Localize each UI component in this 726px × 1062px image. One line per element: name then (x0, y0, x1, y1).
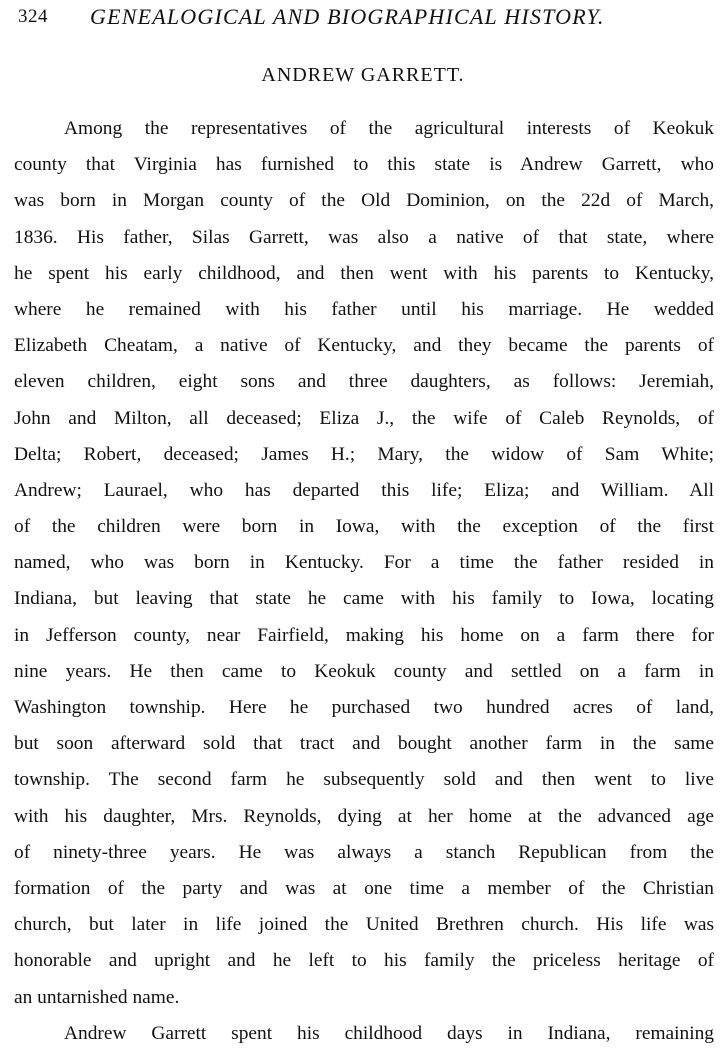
text-line: he spent his early childhood, and then went with his parents to Kentucky, (14, 262, 714, 284)
text-line: Among the representatives of the agricultural interests of Keokuk (64, 118, 714, 139)
running-head (18, 4, 668, 32)
text-line: in Jefferson county, near Fairfield, making his home on a farm there for (14, 624, 714, 646)
text-line: township. The second farm he subsequently sold and then went to live (14, 769, 714, 791)
text-line: nine years. He then came to Keokuk county and settled on a farm in (14, 660, 714, 682)
article-title: ANDREW GARRETT. (261, 64, 465, 86)
text-line: church, but later in life joined the United Brethren church. His life was (14, 914, 714, 936)
running-title: GENEALOGICAL AND BIOGRAPHICAL HISTORY. (90, 4, 605, 29)
text-line: Indiana, but leaving that state he came with his family to Iowa, locating (14, 588, 714, 610)
text-line: was born in Morgan county of the Old Dominion, on the 22d of March, (14, 190, 714, 212)
text-line: 1836. His father, Silas Garrett, was also a native of that state, where (14, 226, 714, 248)
paragraph (14, 111, 714, 1016)
text-line: eleven children, eight sons and three daughters, as follows: Jeremiah, (14, 371, 714, 393)
text-line: with his daughter, Mrs. Reynolds, dying at her home at the advanced age (14, 805, 714, 827)
text-line: of ninety-three years. He was always a stanch Republican from the (14, 841, 714, 863)
paragraph (14, 1016, 714, 1052)
text-line: John and Milton, all deceased; Eliza J., the wife of Caleb Reynolds, of (14, 407, 714, 429)
text-line: Elizabeth Cheatam, a native of Kentucky, and they became the parents of (14, 335, 714, 357)
text-line: formation of the party and was at one time a member of the Christian (14, 877, 714, 899)
text-line: of the children were born in Iowa, with the exception of the first (14, 516, 714, 538)
text-line: but soon afterward sold that tract and bought another farm in the same (14, 733, 714, 755)
article-body (14, 111, 714, 1052)
text-line: named, who was born in Kentucky. For a time the father resided in (14, 552, 714, 574)
text-line: honorable and upright and he left to his family the priceless heritage of (14, 950, 714, 972)
text-line: Andrew; Laurael, who has departed this life; Eliza; and William. All (14, 479, 714, 501)
page-number: 324 (18, 6, 48, 27)
text-line: an untarnished name. (14, 986, 180, 1008)
text-line: Andrew Garrett spent his childhood days in Indiana, remaining (64, 1022, 714, 1044)
text-line: county that Virginia has furnished to this state is Andrew Garrett, who (14, 154, 714, 176)
text-line: where he remained with his father until his marriage. He wedded (14, 298, 714, 320)
text-line: Washington township. Here he purchased two hundred acres of land, (14, 697, 714, 718)
text-line: Delta; Robert, deceased; James H.; Mary, the widow of Sam White; (14, 443, 714, 465)
